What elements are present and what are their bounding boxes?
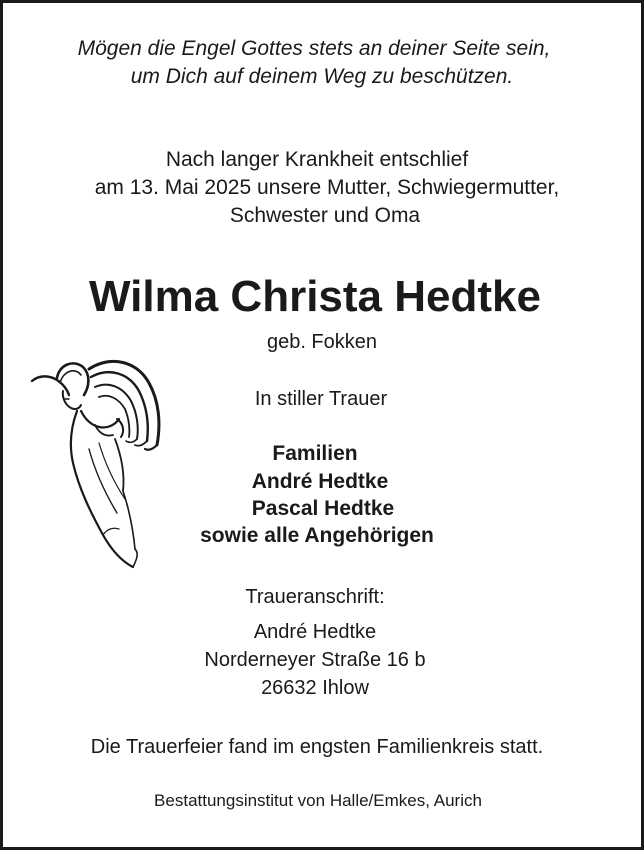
address-city: 26632 Ihlow <box>261 677 369 699</box>
motto-line-2: um Dich auf deinem Weg zu beschützen. <box>130 65 514 88</box>
address-street: Norderneyer Straße 16 b <box>204 649 426 671</box>
address-label: Traueranschrift: <box>245 586 385 608</box>
intro-line-2: am 13. Mai 2025 unsere Mutter, Schwiegermutter, <box>94 176 560 199</box>
mourner-line-2: André Hedtke <box>251 470 389 493</box>
funeral-home: Bestattungsinstitut von Halle/Emkes, Aurich <box>154 791 482 810</box>
mourner-line-1: Familien <box>272 442 358 465</box>
birth-name: geb. Fokken <box>266 331 378 353</box>
address-name: André Hedtke <box>253 621 377 643</box>
mourner-line-4: sowie alle Angehörigen <box>200 524 434 547</box>
mourning-phrase: In stiller Trauer <box>254 388 388 410</box>
mourner-line-3: Pascal Hedtke <box>251 497 395 520</box>
deceased-name: Wilma Christa Hedtke <box>89 272 541 321</box>
intro-line-3: Schwester und Oma <box>229 204 421 227</box>
service-note: Die Trauerfeier fand im engsten Familienkreis statt. <box>90 736 544 758</box>
intro-line-1: Nach langer Krankheit entschlief <box>165 148 469 171</box>
motto-line-1: Mögen die Engel Gottes stets an deiner Seite sein, <box>77 37 551 60</box>
